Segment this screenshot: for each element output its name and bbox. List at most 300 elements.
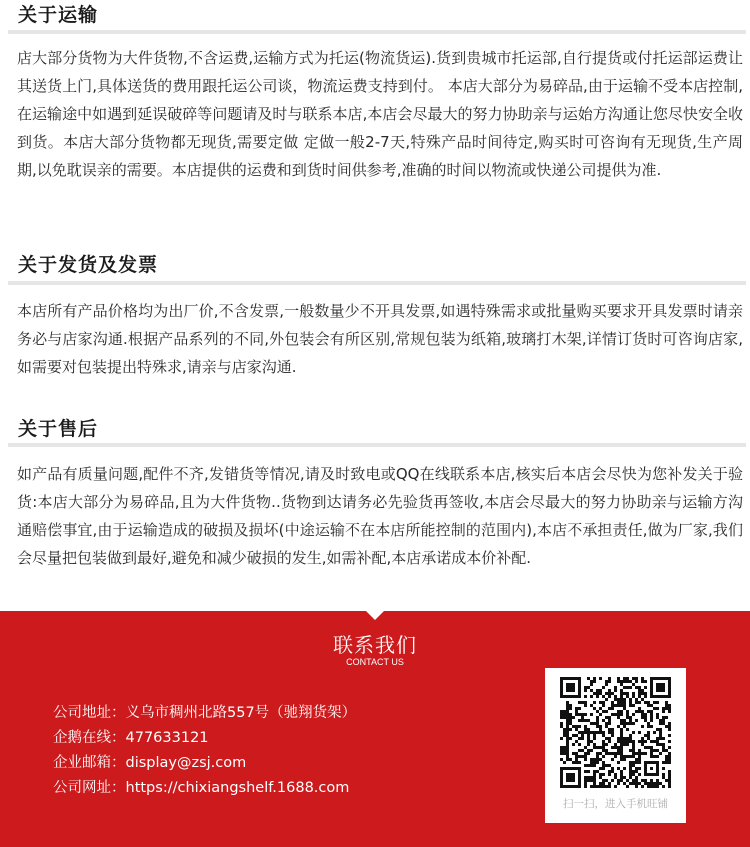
- qr-module: [599, 746, 602, 749]
- qr-module: [620, 689, 623, 692]
- qr-module: [566, 755, 569, 758]
- qr-module: [647, 746, 650, 749]
- qr-module: [647, 737, 650, 740]
- qr-module: [650, 710, 653, 713]
- qr-module: [620, 740, 623, 743]
- qr-module: [593, 734, 596, 737]
- qr-module: [605, 698, 608, 701]
- qr-module: [560, 725, 563, 728]
- qr-module: [575, 752, 578, 755]
- qr-module: [593, 785, 596, 788]
- qr-module: [623, 692, 626, 695]
- qr-module: [590, 740, 593, 743]
- qr-module: [581, 755, 584, 758]
- qr-module: [650, 779, 653, 782]
- contact-footer: [0, 611, 750, 847]
- qr-module: [662, 716, 665, 719]
- qr-module: [560, 722, 563, 725]
- qr-module: [566, 737, 569, 740]
- qr-module: [662, 746, 665, 749]
- section-divider: [8, 281, 746, 285]
- qr-module: [623, 782, 626, 785]
- qr-module: [635, 758, 638, 761]
- qr-module: [668, 761, 671, 764]
- qr-module: [635, 782, 638, 785]
- company-website[interactable]: 公司网址：https://chixiangshelf.1688.com: [53, 780, 350, 796]
- qr-module: [620, 779, 623, 782]
- qr-module: [584, 746, 587, 749]
- qr-module: [641, 680, 644, 683]
- qr-module: [626, 755, 629, 758]
- qr-module: [668, 779, 671, 782]
- qr-module: [602, 719, 605, 722]
- qr-module: [584, 689, 587, 692]
- qr-caption: 扫一扫，进入手机旺铺: [563, 798, 668, 810]
- qr-module: [611, 767, 614, 770]
- qr-module: [623, 707, 626, 710]
- qr-module: [659, 722, 662, 725]
- qr-module: [632, 764, 635, 767]
- qr-module: [593, 782, 596, 785]
- qr-module: [608, 737, 611, 740]
- qr-module: [575, 710, 578, 713]
- qr-module: [650, 749, 653, 752]
- qr-module: [659, 731, 662, 734]
- qr-module: [620, 704, 623, 707]
- qr-module: [665, 761, 668, 764]
- qr-module: [614, 686, 617, 689]
- qr-module: [620, 710, 623, 713]
- qr-module: [668, 746, 671, 749]
- qr-module: [635, 698, 638, 701]
- qr-module: [605, 785, 608, 788]
- qr-module: [560, 710, 563, 713]
- qr-module: [611, 728, 614, 731]
- qr-module: [665, 755, 668, 758]
- qr-module: [572, 725, 575, 728]
- qr-module: [569, 722, 572, 725]
- qr-module: [602, 734, 605, 737]
- qr-module: [632, 695, 635, 698]
- qr-module: [560, 737, 563, 740]
- qr-module: [638, 782, 641, 785]
- qr-module: [650, 755, 653, 758]
- qr-module: [599, 782, 602, 785]
- qr-module: [647, 731, 650, 734]
- qr-module: [644, 740, 647, 743]
- qr-module: [635, 680, 638, 683]
- qr-module: [614, 689, 617, 692]
- qr-module: [596, 785, 599, 788]
- qr-module: [584, 755, 587, 758]
- qr-module: [584, 695, 587, 698]
- qr-module: [623, 737, 626, 740]
- qr-module: [626, 785, 629, 788]
- qr-module: [587, 776, 590, 779]
- after-sales-title: 关于售后: [18, 418, 99, 440]
- qr-module: [608, 719, 611, 722]
- qr-module: [614, 704, 617, 707]
- qr-module: [596, 695, 599, 698]
- qr-module: [635, 785, 638, 788]
- qr-module: [608, 731, 611, 734]
- qr-module: [581, 749, 584, 752]
- qr-module: [632, 749, 635, 752]
- qr-module: [668, 734, 671, 737]
- qr-module: [641, 677, 644, 680]
- qr-module: [662, 743, 665, 746]
- qr-module: [626, 710, 629, 713]
- qr-module: [626, 779, 629, 782]
- qr-module: [632, 677, 635, 680]
- qr-module: [602, 767, 605, 770]
- qr-module: [635, 710, 638, 713]
- qr-module: [611, 692, 614, 695]
- footer-notch: [366, 611, 384, 620]
- qr-module: [626, 692, 629, 695]
- qr-module: [626, 722, 629, 725]
- qr-module: [638, 701, 641, 704]
- qr-module: [590, 749, 593, 752]
- qr-module: [620, 758, 623, 761]
- qr-module: [587, 677, 590, 680]
- qr-module: [563, 752, 566, 755]
- qr-module: [638, 755, 641, 758]
- contact-title: 联系我们: [333, 633, 417, 657]
- qr-module: [590, 776, 593, 779]
- qr-module: [560, 758, 563, 761]
- qr-module: [629, 755, 632, 758]
- qr-module: [623, 680, 626, 683]
- qr-module: [650, 785, 653, 788]
- qr-module: [644, 719, 647, 722]
- qr-module: [665, 704, 668, 707]
- qr-module: [584, 686, 587, 689]
- qr-module: [566, 710, 569, 713]
- qr-module: [593, 692, 596, 695]
- qr-module: [653, 749, 656, 752]
- qr-module: [575, 758, 578, 761]
- qr-module: [644, 734, 647, 737]
- qr-module: [584, 764, 587, 767]
- qr-module: [632, 704, 635, 707]
- qr-module: [626, 686, 629, 689]
- qr-module: [632, 770, 635, 773]
- qr-module: [590, 713, 593, 716]
- qr-module: [662, 737, 665, 740]
- qr-module: [668, 782, 671, 785]
- qr-module: [599, 707, 602, 710]
- qr-module: [602, 785, 605, 788]
- qr-module: [644, 686, 647, 689]
- qr-module: [650, 719, 653, 722]
- qr-module: [632, 755, 635, 758]
- qr-module: [623, 704, 626, 707]
- qr-module: [590, 695, 593, 698]
- qr-module: [665, 779, 668, 782]
- qr-module: [608, 689, 611, 692]
- qr-module: [644, 692, 647, 695]
- qr-module: [638, 767, 641, 770]
- qr-module: [656, 740, 659, 743]
- qr-module: [575, 740, 578, 743]
- qr-module: [590, 785, 593, 788]
- qr-module: [581, 719, 584, 722]
- qr-module: [632, 761, 635, 764]
- qr-module: [626, 737, 629, 740]
- qr-module: [617, 710, 620, 713]
- qr-module: [605, 752, 608, 755]
- qr-module: [602, 749, 605, 752]
- qr-module: [596, 725, 599, 728]
- qr-module: [605, 737, 608, 740]
- qr-module: [575, 755, 578, 758]
- qr-module: [626, 713, 629, 716]
- qr-module: [617, 746, 620, 749]
- qr-module: [563, 761, 566, 764]
- qr-module: [611, 731, 614, 734]
- qr-module: [662, 761, 665, 764]
- qr-module: [584, 758, 587, 761]
- qr-module: [620, 755, 623, 758]
- qr-module: [638, 689, 641, 692]
- qr-module: [563, 731, 566, 734]
- qr-module: [641, 752, 644, 755]
- qr-module: [623, 758, 626, 761]
- qr-module: [602, 761, 605, 764]
- qr-module: [593, 773, 596, 776]
- qr-module: [575, 734, 578, 737]
- qr-module: [569, 737, 572, 740]
- qr-module: [638, 749, 641, 752]
- qr-module: [665, 716, 668, 719]
- qr-module: [650, 725, 653, 728]
- qr-module: [629, 761, 632, 764]
- qr-module: [617, 767, 620, 770]
- qr-module: [614, 743, 617, 746]
- qr-module: [638, 731, 641, 734]
- qq-online[interactable]: 企鹅在线：477633121: [53, 730, 209, 746]
- company-email[interactable]: 企业邮箱：display@zsj.com: [53, 755, 247, 771]
- qr-module: [620, 683, 623, 686]
- qr-module: [623, 698, 626, 701]
- qr-module: [620, 743, 623, 746]
- qr-module: [566, 734, 569, 737]
- qr-module: [599, 677, 602, 680]
- qr-module: [614, 755, 617, 758]
- qr-module: [653, 731, 656, 734]
- qr-module: [656, 728, 659, 731]
- qr-module: [596, 752, 599, 755]
- qr-module: [662, 707, 665, 710]
- qr-module: [575, 728, 578, 731]
- qr-module: [638, 740, 641, 743]
- qr-module: [632, 692, 635, 695]
- qr-module: [605, 749, 608, 752]
- qr-module: [575, 725, 578, 728]
- qr-module: [563, 746, 566, 749]
- qr-module: [647, 701, 650, 704]
- qr-module: [593, 776, 596, 779]
- qr-module: [611, 758, 614, 761]
- qr-module: [599, 785, 602, 788]
- qr-module: [653, 707, 656, 710]
- qr-module: [596, 719, 599, 722]
- qr-module: [620, 722, 623, 725]
- qr-module: [617, 725, 620, 728]
- qr-module: [578, 707, 581, 710]
- qr-module: [566, 707, 569, 710]
- qr-module: [647, 722, 650, 725]
- qr-module: [635, 752, 638, 755]
- qr-module: [632, 722, 635, 725]
- qr-module: [632, 683, 635, 686]
- qr-module: [617, 752, 620, 755]
- qr-module: [590, 704, 593, 707]
- qr-module: [638, 761, 641, 764]
- qr-module: [659, 782, 662, 785]
- qr-module: [602, 764, 605, 767]
- qr-module: [650, 713, 653, 716]
- qr-module: [647, 785, 650, 788]
- qr-module: [668, 710, 671, 713]
- qr-module: [566, 731, 569, 734]
- qr-module: [584, 776, 587, 779]
- qr-module: [566, 725, 569, 728]
- qr-module: [638, 692, 641, 695]
- qr-module: [668, 704, 671, 707]
- qr-module: [578, 743, 581, 746]
- qr-module: [656, 713, 659, 716]
- qr-module: [641, 689, 644, 692]
- qr-module: [569, 713, 572, 716]
- qr-module: [584, 752, 587, 755]
- qr-module: [668, 770, 671, 773]
- after-sales-text: 如产品有质量问题,配件不齐,发错货等情况,请及时致电或QQ在线联系本店,核实后本店会尽快为您补发关于验货:本店大部分为易碎品,且为大件货物..货物到达请务必先验货再签收,本店会尽最大的努力协助亲与运输方沟通赔偿事宜,由于运输造成的破损及损坏(中途运输不在本店所能控制的范围内),本店不承担责任,做为厂家,我们会尽量把包装做到最好,避免和减少破损的发生,如需补配,本店承诺成本价补配.: [17, 465, 743, 567]
- qr-module: [641, 710, 644, 713]
- qr-module: [659, 719, 662, 722]
- qr-module: [665, 707, 668, 710]
- qr-module: [605, 680, 608, 683]
- qr-module: [641, 692, 644, 695]
- qr-module: [602, 773, 605, 776]
- qr-module: [599, 725, 602, 728]
- qr-module: [566, 713, 569, 716]
- qr-module: [629, 722, 632, 725]
- qr-module: [614, 785, 617, 788]
- qr-module: [587, 764, 590, 767]
- qr-module: [581, 737, 584, 740]
- qr-module: [572, 752, 575, 755]
- qr-module: [653, 785, 656, 788]
- qr-module: [626, 716, 629, 719]
- qr-module: [623, 740, 626, 743]
- qr-module: [581, 734, 584, 737]
- qr-module: [581, 716, 584, 719]
- qr-module: [584, 728, 587, 731]
- qr-module: [659, 734, 662, 737]
- qr-module: [575, 713, 578, 716]
- qr-module: [632, 743, 635, 746]
- qr-module: [605, 692, 608, 695]
- qr-module: [560, 716, 563, 719]
- qr-module: [608, 677, 611, 680]
- qr-module: [641, 713, 644, 716]
- qr-module: [593, 722, 596, 725]
- qr-module: [647, 710, 650, 713]
- qr-module: [632, 713, 635, 716]
- qr-module: [614, 752, 617, 755]
- qr-module: [566, 752, 569, 755]
- qr-module: [629, 719, 632, 722]
- qr-module: [668, 707, 671, 710]
- qr-module: [656, 737, 659, 740]
- qr-module: [620, 770, 623, 773]
- qr-module: [608, 728, 611, 731]
- qr-module: [623, 677, 626, 680]
- qr-module: [608, 680, 611, 683]
- qr-module: [623, 686, 626, 689]
- qr-module: [635, 686, 638, 689]
- qr-module: [593, 746, 596, 749]
- qr-module: [569, 716, 572, 719]
- qr-module: [566, 716, 569, 719]
- qr-module: [635, 677, 638, 680]
- qr-code-icon: [560, 677, 671, 788]
- qr-module: [560, 713, 563, 716]
- qr-module: [602, 746, 605, 749]
- qr-module: [593, 737, 596, 740]
- qr-module: [644, 695, 647, 698]
- qr-module: [620, 749, 623, 752]
- qr-module: [608, 782, 611, 785]
- qr-module: [629, 680, 632, 683]
- qr-module: [662, 767, 665, 770]
- qr-module: [587, 770, 590, 773]
- qr-module: [581, 731, 584, 734]
- qr-module: [620, 728, 623, 731]
- qr-module: [584, 779, 587, 782]
- qr-module: [569, 728, 572, 731]
- qr-module: [668, 785, 671, 788]
- qr-module: [635, 701, 638, 704]
- qr-module: [596, 758, 599, 761]
- qr-module: [602, 779, 605, 782]
- qr-module: [614, 776, 617, 779]
- qr-module: [593, 701, 596, 704]
- qr-module: [587, 719, 590, 722]
- qr-module: [599, 752, 602, 755]
- qr-module: [644, 746, 647, 749]
- qr-module: [584, 770, 587, 773]
- qr-module: [605, 683, 608, 686]
- qr-module: [611, 779, 614, 782]
- qr-module: [650, 752, 653, 755]
- qr-module: [608, 692, 611, 695]
- qr-card[interactable]: [545, 668, 686, 823]
- qr-module: [620, 692, 623, 695]
- qr-module: [614, 698, 617, 701]
- qr-module: [662, 719, 665, 722]
- qr-module: [653, 755, 656, 758]
- qr-module: [665, 758, 668, 761]
- qr-module: [566, 704, 569, 707]
- qr-module: [602, 701, 605, 704]
- qr-module: [578, 749, 581, 752]
- qr-module: [668, 722, 671, 725]
- qr-module: [629, 734, 632, 737]
- qr-module: [575, 761, 578, 764]
